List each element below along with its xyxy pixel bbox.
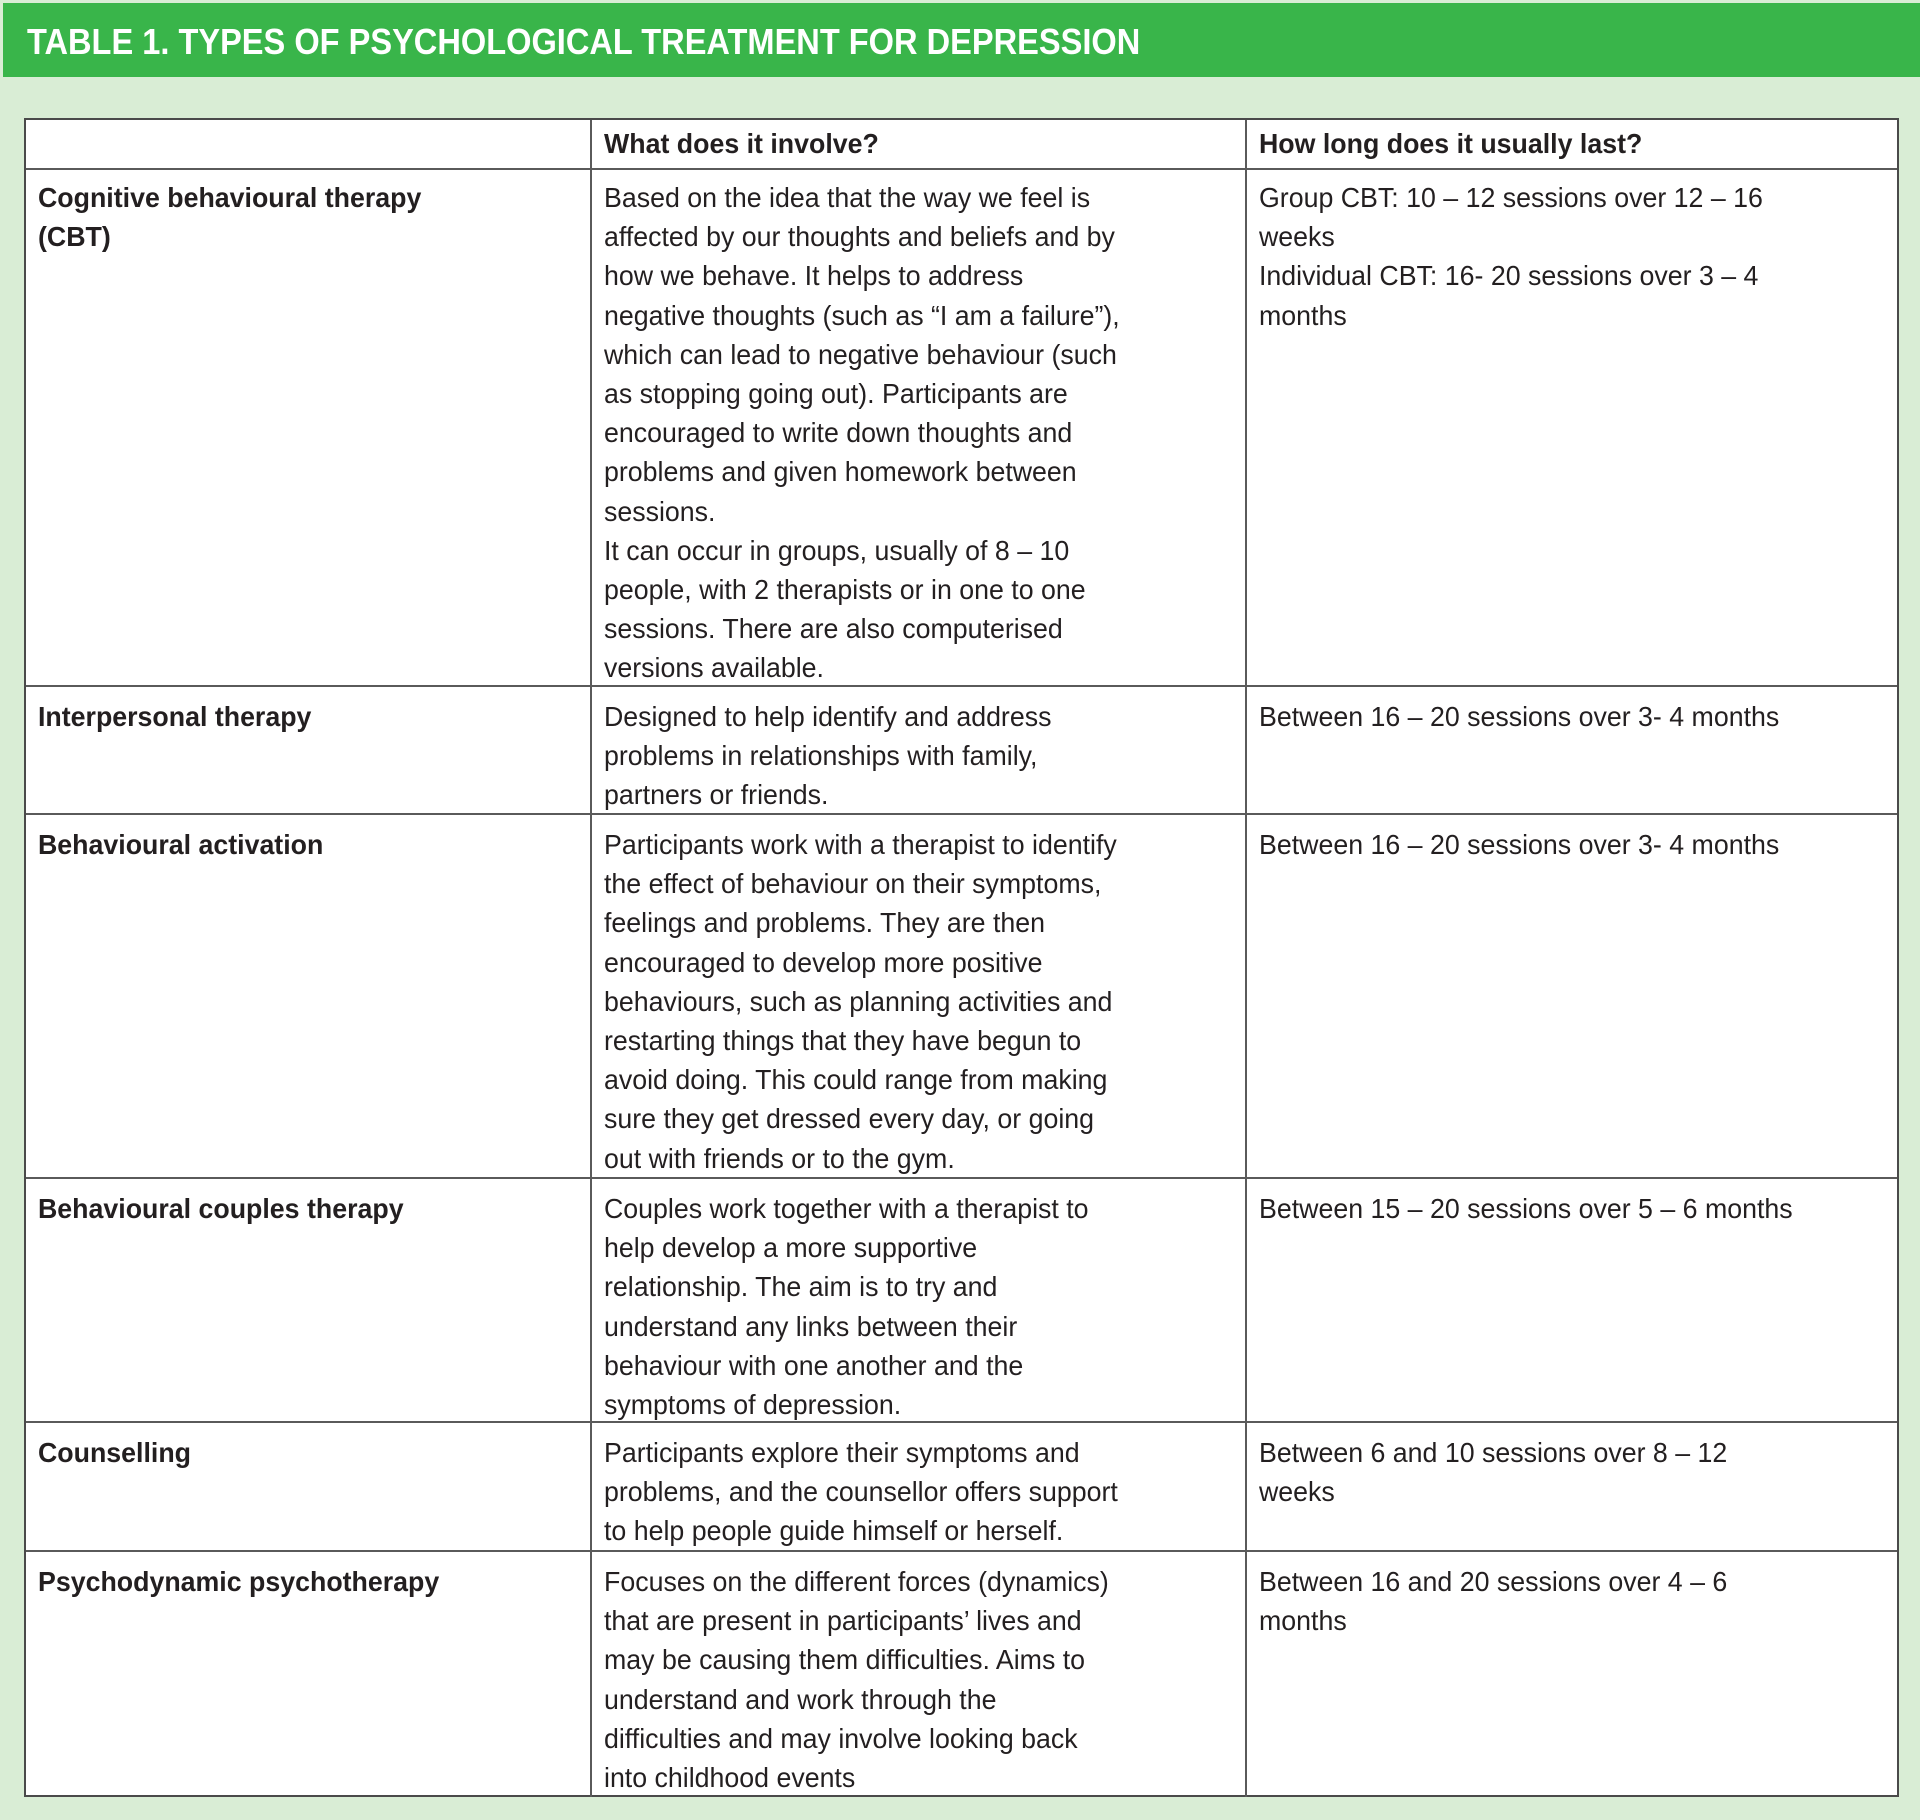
involves-text-line: sessions. There are also computerised: [604, 613, 1063, 645]
involves-text-line: problems, and the counsellor offers support: [604, 1476, 1118, 1508]
involves-text-line: into childhood events: [604, 1762, 856, 1794]
table-title: TABLE 1. TYPES OF PSYCHOLOGICAL TREATMENT FOR DEPRESSION: [27, 21, 1141, 62]
involves-text-line: problems in relationships with family,: [604, 740, 1038, 772]
involves-text-line: understand and work through the: [604, 1683, 997, 1715]
involves-text-line: relationship. The aim is to try and: [604, 1271, 998, 1303]
table-row-counselling: [26, 1423, 1897, 1552]
treatment-name-text-line: Psychodynamic psychotherapy: [38, 1566, 440, 1597]
header-label: What does it involve?: [604, 128, 879, 159]
duration-cell: [1245, 1423, 1899, 1550]
involves-cell: [590, 1552, 1245, 1797]
treatment-name-text-line: Behavioural couples therapy: [38, 1193, 404, 1224]
duration-cell: [1245, 168, 1899, 685]
involves-text-line: symptoms of depression.: [604, 1389, 902, 1421]
table-row-psychodynamic-psychotherapy: [26, 1552, 1897, 1797]
header-cell-treatment: [26, 120, 590, 168]
treatment-name-text-line: (CBT): [38, 221, 111, 253]
involves-text-line: Couples work together with a therapist to: [604, 1193, 1089, 1224]
involves-text-line: sure they get dressed every day, or going: [604, 1103, 1095, 1135]
duration-text-line: Between 16 – 20 sessions over 3- 4 months: [1259, 701, 1780, 732]
involves-text-line: negative thoughts (such as “I am a failure”),: [604, 299, 1120, 331]
treatment-name-text-line: Counselling: [38, 1437, 192, 1468]
involves-text-line: encouraged to develop more positive: [604, 946, 1043, 978]
involves-text-line: encouraged to write down thoughts and: [604, 417, 1073, 449]
involves-cell: [590, 687, 1245, 813]
involves-cell: [590, 1179, 1245, 1421]
treatment-name-cell: [26, 687, 590, 813]
treatment-table: [24, 118, 1899, 1797]
duration-text-line: Between 15 – 20 sessions over 5 – 6 months: [1259, 1193, 1793, 1224]
involves-text-line: may be causing them difficulties. Aims to: [604, 1644, 1086, 1676]
involves-text-line: to help people guide himself or herself.: [604, 1515, 1064, 1547]
duration-cell: [1245, 687, 1899, 813]
duration-text-line: weeks: [1259, 221, 1335, 253]
involves-text-line: feelings and problems. They are then: [604, 907, 1046, 939]
involves-cell: [590, 815, 1245, 1177]
duration-text-line: Between 16 – 20 sessions over 3- 4 months: [1259, 829, 1780, 860]
treatment-name-cell: [26, 815, 590, 1177]
involves-text-line: help develop a more supportive: [604, 1232, 978, 1264]
involves-text-line: Focuses on the different forces (dynamics): [604, 1566, 1109, 1597]
duration-cell: [1245, 1552, 1899, 1797]
involves-text-line: Designed to help identify and address: [604, 701, 1052, 732]
duration-cell: [1245, 815, 1899, 1177]
involves-text-line: versions available.: [604, 652, 824, 684]
table-row-interpersonal-therapy: [26, 687, 1897, 815]
table-row-behavioural-activation: [26, 815, 1897, 1179]
duration-cell: [1245, 1179, 1899, 1421]
header-label: How long does it usually last?: [1259, 128, 1643, 159]
duration-text-line: Individual CBT: 16- 20 sessions over 3 – 4: [1259, 260, 1759, 292]
treatment-name-cell: [26, 1552, 590, 1797]
involves-text-line: which can lead to negative behaviour (such: [604, 338, 1117, 370]
duration-text-line: Group CBT: 10 – 12 sessions over 12 – 16: [1259, 182, 1763, 213]
involves-text-line: Participants explore their symptoms and: [604, 1437, 1080, 1468]
involves-cell: [590, 168, 1245, 685]
involves-text-line: restarting things that they have begun to: [604, 1025, 1082, 1057]
involves-text-line: out with friends or to the gym.: [604, 1142, 955, 1174]
involves-text-line: Based on the idea that the way we feel is: [604, 182, 1091, 213]
treatment-name-text-line: Cognitive behavioural therapy: [38, 182, 422, 213]
involves-cell: [590, 1423, 1245, 1550]
involves-text-line: people, with 2 therapists or in one to one: [604, 574, 1086, 606]
involves-text-line: difficulties and may involve looking back: [604, 1722, 1078, 1754]
table-header-row: [26, 120, 1897, 170]
treatment-name-text-line: Interpersonal therapy: [38, 701, 312, 732]
involves-text-line: problems and given homework between: [604, 456, 1077, 488]
treatment-name-cell: [26, 1179, 590, 1421]
involves-text-line: avoid doing. This could range from making: [604, 1064, 1108, 1096]
duration-text-line: Between 6 and 10 sessions over 8 – 12: [1259, 1437, 1728, 1468]
involves-text-line: as stopping going out). Participants are: [604, 378, 1068, 410]
table-title-bar: [3, 3, 1920, 77]
involves-text-line: affected by our thoughts and beliefs and by: [604, 221, 1115, 253]
duration-text-line: months: [1259, 1605, 1347, 1637]
table-row-cbt: [26, 168, 1897, 687]
involves-text-line: It can occur in groups, usually of 8 – 10: [604, 534, 1070, 566]
treatment-name-cell: [26, 1423, 590, 1550]
involves-text-line: behaviours, such as planning activities and: [604, 985, 1113, 1017]
involves-text-line: behaviour with one another and the: [604, 1349, 1024, 1381]
duration-text-line: Between 16 and 20 sessions over 4 – 6: [1259, 1566, 1728, 1597]
involves-text-line: that are present in participants’ lives and: [604, 1605, 1082, 1637]
header-cell-involves: [590, 120, 1245, 168]
treatment-name-cell: [26, 168, 590, 685]
table-row-behavioural-couples-therapy: [26, 1179, 1897, 1423]
involves-text-line: understand any links between their: [604, 1310, 1018, 1342]
involves-text-line: partners or friends.: [604, 779, 829, 811]
duration-text-line: weeks: [1259, 1476, 1335, 1508]
involves-text-line: Participants work with a therapist to identify: [604, 829, 1117, 860]
duration-text-line: months: [1259, 299, 1347, 331]
involves-text-line: how we behave. It helps to address: [604, 260, 1024, 292]
involves-text-line: sessions.: [604, 495, 716, 527]
treatment-name-text-line: Behavioural activation: [38, 829, 324, 860]
header-cell-duration: [1245, 120, 1899, 168]
involves-text-line: the effect of behaviour on their symptoms,: [604, 868, 1102, 900]
